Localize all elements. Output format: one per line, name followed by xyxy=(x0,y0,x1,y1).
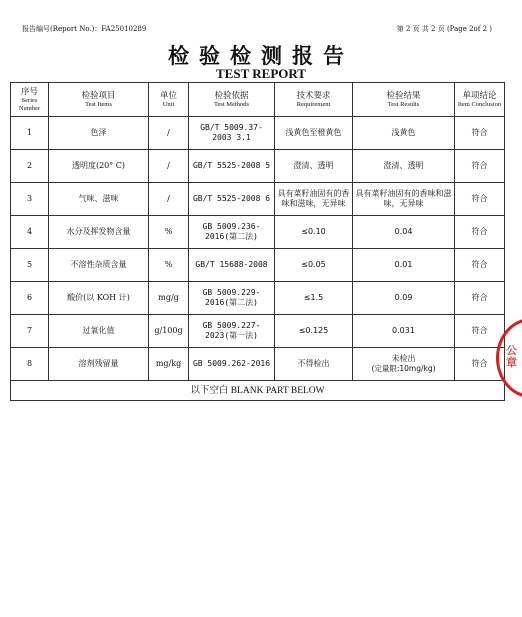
cell-requirement: ≤1.5 xyxy=(275,282,353,315)
page-indicator: 第 2 页 共 2 页 (Page 2of 2 ) xyxy=(396,25,492,33)
column-header-items: 检验项目 Test Items xyxy=(49,83,149,117)
cell-unit: g/100g xyxy=(149,315,189,348)
cell-item: 过氧化值 xyxy=(49,315,149,348)
cell-unit: mg/kg xyxy=(149,348,189,381)
cell-no: 1 xyxy=(11,117,49,150)
cell-method: GB 5009.236-2016(第二法) xyxy=(189,216,275,249)
cell-unit: / xyxy=(149,117,189,150)
cell-no: 4 xyxy=(11,216,49,249)
cell-result: 浅黄色 xyxy=(353,117,455,150)
cell-conclusion: 符合 xyxy=(455,315,505,348)
test-results-table xyxy=(10,82,505,401)
cell-result: 0.04 xyxy=(353,216,455,249)
cell-conclusion: 符合 xyxy=(455,117,505,150)
cell-requirement: 不得检出 xyxy=(275,348,353,381)
table-row xyxy=(11,315,505,348)
cell-conclusion: 符合 xyxy=(455,150,505,183)
column-header-conclusion: 单项结论 Item Conclusion xyxy=(455,83,505,117)
blank-row xyxy=(11,381,505,401)
cell-result: 具有菜籽油固有的香味和滋味，无异味 xyxy=(353,183,455,216)
cell-requirement: ≤0.10 xyxy=(275,216,353,249)
cell-result xyxy=(353,348,455,381)
table-row xyxy=(11,216,505,249)
cell-requirement: ≤0.125 xyxy=(275,315,353,348)
report-number-label: 报告编号(Report No.)： xyxy=(22,25,102,33)
cell-method: GB/T 5009.37-2003 3.1 xyxy=(189,117,275,150)
column-header-methods: 检验依据 Test Methods xyxy=(189,83,275,117)
table-row xyxy=(11,282,505,315)
cell-item: 透明度(20° C) xyxy=(49,150,149,183)
cell-requirement: ≤0.05 xyxy=(275,249,353,282)
cell-result: 0.031 xyxy=(353,315,455,348)
cell-item: 酸价(以 KOH 计) xyxy=(49,282,149,315)
cell-conclusion: 符合 xyxy=(455,348,505,381)
cell-method: GB 5009.229-2016(第二法) xyxy=(189,282,275,315)
report-number xyxy=(22,24,146,34)
cell-conclusion: 符合 xyxy=(455,216,505,249)
cell-method: GB 5009.262-2016 xyxy=(189,348,275,381)
result-note: (定量限:10mg/kg) xyxy=(371,364,436,373)
report-title-en: TEST REPORT xyxy=(216,66,306,81)
table-row xyxy=(11,348,505,381)
cell-item: 气味、滋味 xyxy=(49,183,149,216)
table-row xyxy=(11,150,505,183)
cell-method: GB/T 5525-2008 5 xyxy=(189,150,275,183)
column-header-unit: 单位 Unit xyxy=(149,83,189,117)
cell-item: 溶剂残留量 xyxy=(49,348,149,381)
cell-no: 6 xyxy=(11,282,49,315)
table-header-row xyxy=(11,83,505,117)
cell-unit: / xyxy=(149,183,189,216)
cell-item: 色泽 xyxy=(49,117,149,150)
cell-unit: % xyxy=(149,216,189,249)
cell-requirement: 具有菜籽油固有的香味和滋味，无异味 xyxy=(275,183,353,216)
cell-item: 不溶性杂质含量 xyxy=(49,249,149,282)
cell-no: 2 xyxy=(11,150,49,183)
cell-no: 7 xyxy=(11,315,49,348)
cell-unit: mg/g xyxy=(149,282,189,315)
table-row xyxy=(11,249,505,282)
column-header-results: 检验结果 Test Results xyxy=(353,83,455,117)
cell-method: GB 5009.227-2023(第一法) xyxy=(189,315,275,348)
cell-no: 8 xyxy=(11,348,49,381)
cell-no: 3 xyxy=(11,183,49,216)
cell-result: 澄清、透明 xyxy=(353,150,455,183)
report-title-cn: 检验检测报告 xyxy=(168,44,354,68)
cell-unit: / xyxy=(149,150,189,183)
cell-unit: % xyxy=(149,249,189,282)
cell-result: 0.09 xyxy=(353,282,455,315)
table-row xyxy=(11,117,505,150)
cell-no: 5 xyxy=(11,249,49,282)
cell-conclusion: 符合 xyxy=(455,183,505,216)
cell-method: GB/T 15688-2008 xyxy=(189,249,275,282)
result-text: 未检出 xyxy=(391,354,416,363)
report-number-value: FA25010289 xyxy=(101,25,147,33)
cell-conclusion: 符合 xyxy=(455,249,505,282)
cell-requirement: 澄清、透明 xyxy=(275,150,353,183)
table-row xyxy=(11,183,505,216)
cell-conclusion: 符合 xyxy=(455,282,505,315)
cell-item: 水分及挥发物含量 xyxy=(49,216,149,249)
column-header-series: 序号 Series Number xyxy=(11,83,49,117)
cell-requirement: 浅黄色至橙黄色 xyxy=(275,117,353,150)
seal-text: 公章 xyxy=(506,344,517,369)
blank-part-note: 以下空白 BLANK PART BELOW xyxy=(11,381,505,401)
cell-result: 0.01 xyxy=(353,249,455,282)
column-header-requirement: 技术要求 Requirement xyxy=(275,83,353,117)
cell-method: GB/T 5525-2008 6 xyxy=(189,183,275,216)
